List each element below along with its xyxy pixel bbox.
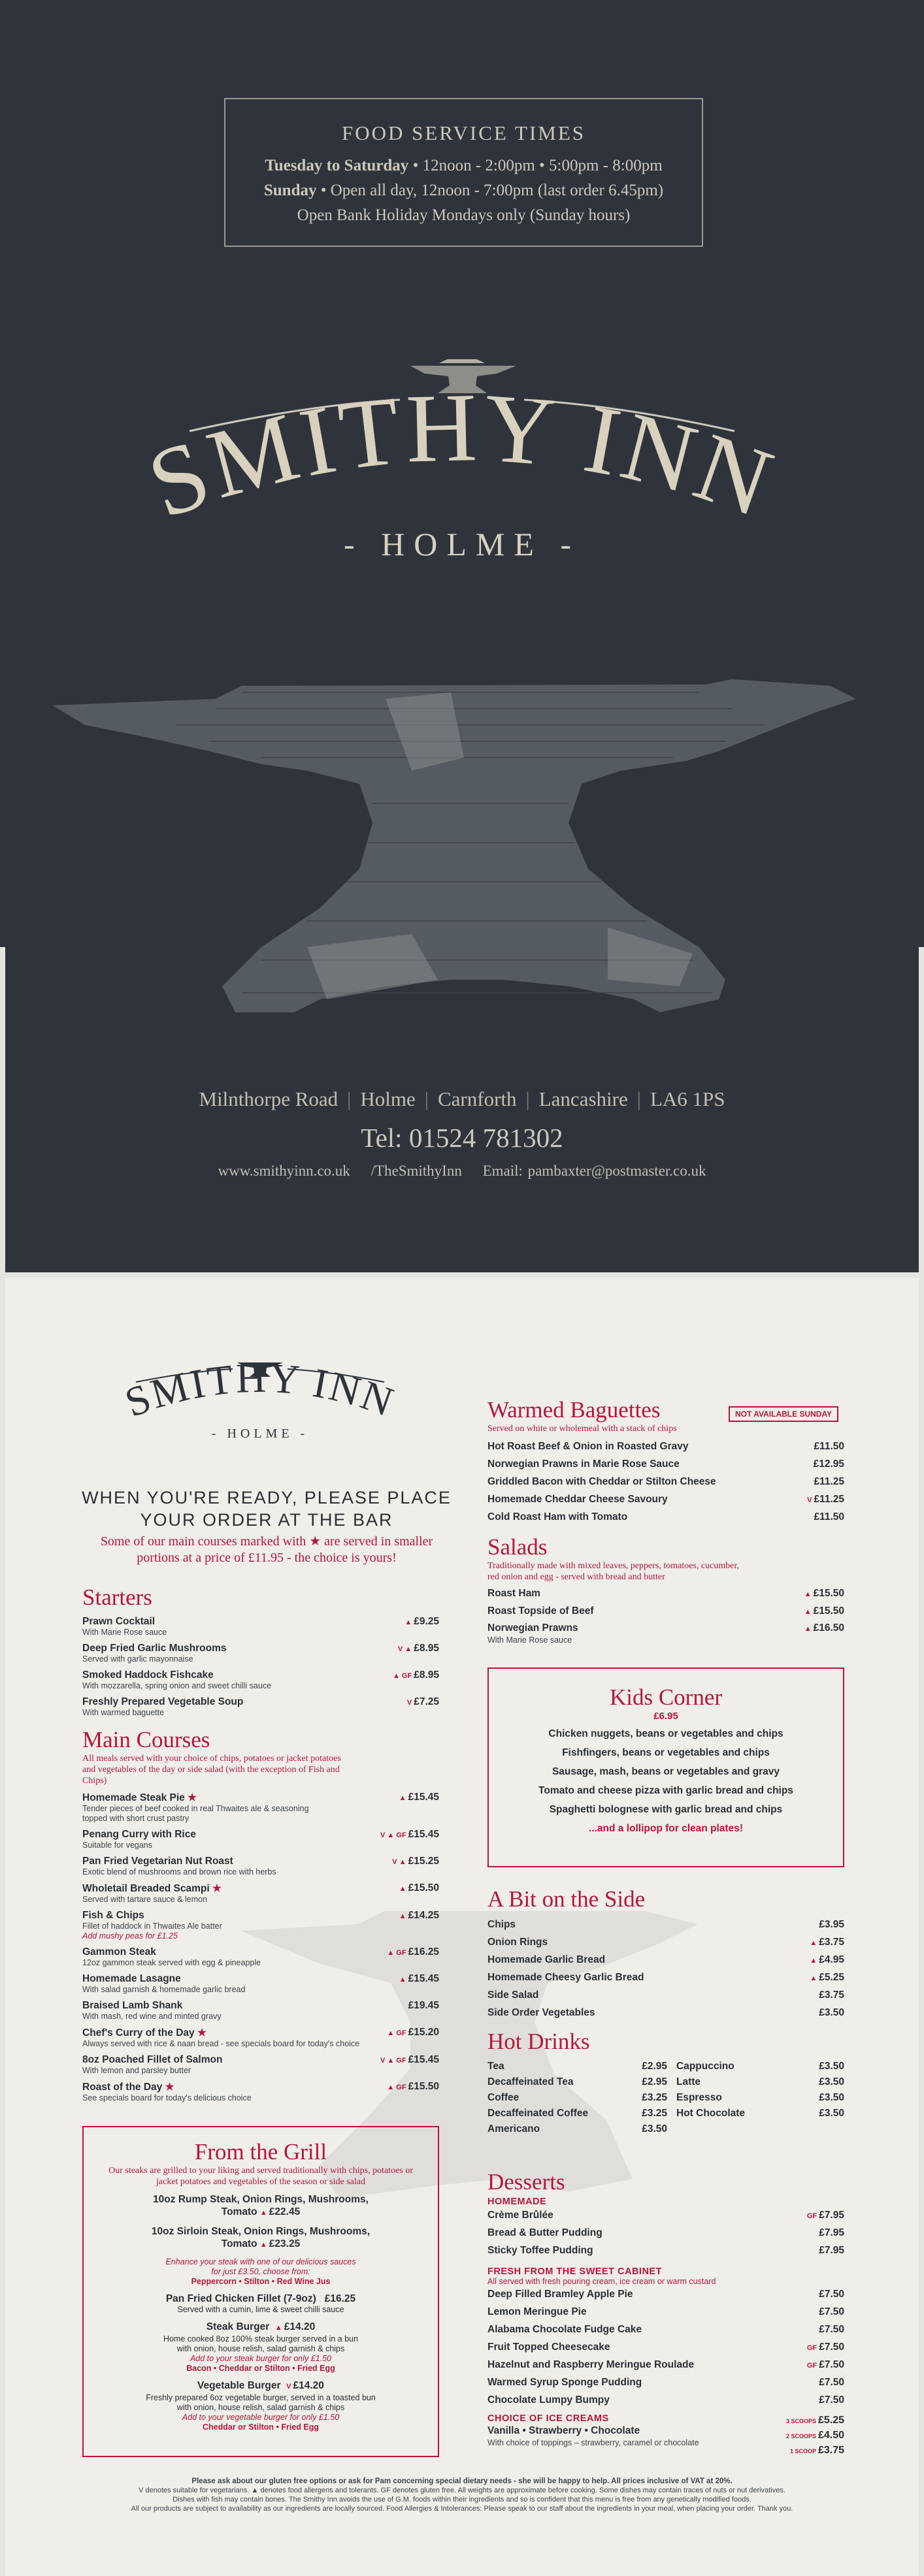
salads-list [487, 1585, 844, 1645]
drink-name: Tea [487, 2061, 504, 2072]
kids-lollipop-note: ...and a lollipop for clean plates! [589, 1823, 743, 1834]
ice-cream-heading: CHOICE OF ICE CREAMS [487, 2413, 609, 2424]
menu-item: Homemade Cheddar Cheese Savoury V £11.25 [487, 1494, 844, 1505]
cover-logo-place: - HOLME - [343, 526, 581, 562]
menu-item: Roast of the Day ★ See specials board for today's delicious choice ▲ GF £15.50 [82, 2081, 439, 2102]
menu-item: Side Salad £3.75 [487, 1989, 844, 2001]
menu-item: Roast Ham ▲ £15.50 [487, 1588, 844, 1599]
menu-item: Smoked Haddock Fishcake With mozzarella, spring onion and sweet chilli sauce ▲ GF £8.95 [82, 1669, 439, 1690]
grill-item-steak-burger: Steak Burger ▲ £14.20 Home cooked 8oz 100% steak burger served in a bun with onion, house relish, salad garnish & chips Add to your steak burger for only £1.50 Bacon • Cheddar or Stilton • Fried Egg [163, 2321, 359, 2373]
cover-page [0, 0, 924, 1272]
desserts-section [487, 2169, 844, 2456]
menu-item: Wholetail Breaded Scampi ★ Served with tartare sauce & lemon ▲ £15.50 [82, 1882, 439, 1904]
main-courses-note: All meals served with your choice of chips, potatoes or jacket potatoes and vegetables of the day or side salad (with the exception of Fish and Chips) [82, 1754, 341, 1786]
menu-item: Sticky Toffee Pudding £7.95 [487, 2245, 844, 2256]
drink-name: Latte [676, 2076, 701, 2087]
food-service-times-heading: FOOD SERVICE TIMES [341, 121, 586, 144]
drink-price: £3.50 [642, 2123, 667, 2134]
menu-item: Norwegian Prawns ▲ £16.50 [487, 1622, 844, 1634]
social-link[interactable]: /TheSmithyInn [371, 1163, 462, 1179]
menu-logo-name: SMITHY INN [119, 1354, 401, 1426]
drink-price: £2.95 [642, 2061, 667, 2072]
menu-item: Homemade Lasagne With salad garnish & homemade garlic bread ▲ £15.45 [82, 1973, 439, 1994]
baguettes-note: Served on white or wholemeal with a stack of chips [487, 1424, 677, 1434]
footer-line-4: All our products are subject to availability as our ingredients are locally sourced. Food Allergies & Intolerances: Please speak to our staff about the ingredients in your meal, when placing your order. Thank you. [131, 2505, 793, 2513]
starters-list [82, 1616, 439, 1718]
drink-price: £3.25 [642, 2092, 667, 2103]
homemade-list [487, 2207, 844, 2260]
drink-name: Americano [487, 2123, 540, 2134]
menu-item: Homemade Cheesy Garlic Bread ▲ £5.25 [487, 1972, 844, 1983]
menu-item: Hot Roast Beef & Onion in Roasted Gravy £11.50 [487, 1441, 844, 1452]
grill-item-rump: 10oz Rump Steak, Onion Rings, Mushrooms, Tomato ▲ £22.45 [153, 2194, 369, 2217]
sweet-cabinet-note: All served with fresh pouring cream, ice cream or warm custard [487, 2277, 716, 2286]
menu-item: Chef's Curry of the Day ★ Always served with rice & naan bread - see specials board for today's choice ▲ GF £15.20 [82, 2027, 439, 2048]
drink-name: Decaffeinated Coffee [487, 2108, 589, 2119]
footer-line-2: V denotes suitable for vegetarians. ▲ denotes food allergens and tolerants. GF denotes gluten free. All weights are approximate before cooking. Some dishes may contain traces of nuts or nut derivatives. [139, 2487, 785, 2494]
kids-item: Spaghetti bolognese with garlic bread and chips [549, 1804, 783, 1815]
kids-title: Kids Corner [609, 1684, 723, 1710]
kids-item: Tomato and cheese pizza with garlic bread and chips [538, 1785, 793, 1796]
menu-item: Griddled Bacon with Cheddar or Stilton Cheese £11.25 [487, 1476, 844, 1487]
menu-logo [110, 1349, 410, 1441]
starters-title: Starters [82, 1585, 152, 1610]
scoop-label: 1 SCOOP [789, 2448, 816, 2455]
drink-price: £3.50 [819, 2108, 844, 2119]
address-separator: | [525, 1087, 530, 1110]
address-separator: | [636, 1087, 641, 1110]
footer-line-1: Please ask about our gluten free options or ask for Pam concerning special dietary needs - she will be happy to help. All prices inclusive of VAT at 20%. [191, 2477, 733, 2485]
times-weekday-hours: • 12noon - 2:00pm • 5:00pm - 8:00pm [412, 157, 663, 174]
drink-price: £3.50 [819, 2092, 844, 2103]
address-town: Carnforth [437, 1087, 517, 1110]
kids-item: Sausage, mash, beans or vegetables and gravy [552, 1766, 780, 1777]
menu-item: 8oz Poached Fillet of Salmon With lemon and parsley butter V ▲ GF £15.45 [82, 2054, 439, 2075]
kids-item: Chicken nuggets, beans or vegetables and chips [548, 1728, 784, 1739]
order-at-bar-notice [77, 1487, 456, 1566]
menu-item: Chips £3.95 [487, 1919, 844, 1930]
menu-item: Alabama Chocolate Fudge Cake £7.50 [487, 2324, 844, 2335]
food-service-times-box [224, 98, 703, 247]
grill-item-sirloin: 10oz Sirloin Steak, Onion Rings, Mushrooms, Tomato ▲ £23.25 [151, 2226, 371, 2249]
from-the-grill-box [82, 2126, 439, 2457]
menu-item: Prawn Cocktail With Marie Rose sauce ▲ £9.25 [82, 1616, 439, 1637]
hot-drinks-grid [487, 2059, 844, 2137]
menu-item: Crème Brûlée GF £7.95 [487, 2210, 844, 2221]
address-village: Holme [360, 1087, 416, 1110]
drink-price: £2.95 [642, 2076, 667, 2087]
menu-item: Onion Rings ▲ £3.75 [487, 1937, 844, 1948]
menu-item: Gammon Steak 12oz gammon steak served with egg & pineapple ▲ GF £16.25 [82, 1946, 439, 1967]
scoop-label: 3 SCOOPS [785, 2418, 816, 2424]
main-courses-title: Main Courses [82, 1727, 210, 1752]
salad-item-desc: With Marie Rose sauce [487, 1635, 572, 1645]
menu-footer [44, 2477, 880, 2513]
address-street: Milnthorpe Road [199, 1087, 338, 1110]
star-icon: ★ [309, 1534, 322, 1549]
scoop-label: 2 SCOOPS [785, 2433, 816, 2439]
cover-address [0, 1087, 924, 1111]
menu-item: Penang Curry with Rice Suitable for vegans V ▲ GF £15.45 [82, 1829, 439, 1850]
address-county: Lancashire [538, 1087, 628, 1110]
menu-item: Fruit Topped Cheesecake GF £7.50 [487, 2342, 844, 2353]
grill-item-chicken: Pan Fried Chicken Fillet (7-9oz) £16.25 Served with a cumin, lime & sweet chilli sauce [165, 2293, 356, 2314]
ice-cream-block [487, 2413, 844, 2456]
hot-drinks-section [487, 2029, 844, 2137]
baguettes-list [487, 1438, 844, 1526]
website-link[interactable]: www.smithyinn.co.uk [218, 1163, 350, 1179]
menu-item: Warmed Syrup Sponge Pudding £7.50 [487, 2377, 844, 2388]
main-courses-list [82, 1792, 439, 2103]
scoop-price: £5.25 [817, 2415, 844, 2426]
scoop-price: £3.75 [817, 2445, 844, 2456]
baguettes-title: Warmed Baguettes [487, 1397, 661, 1423]
menu-item: Hazelnut and Raspberry Meringue Roulade GF £7.50 [487, 2359, 844, 2370]
drink-price: £3.50 [819, 2076, 844, 2087]
menu-item: Side Order Vegetables £3.50 [487, 2007, 844, 2018]
menu-item: Chocolate Lumpy Bumpy £7.50 [487, 2394, 844, 2406]
order-line-1: WHEN YOU'RE READY, PLEASE PLACE [82, 1488, 452, 1507]
menu-item: Deep Fried Garlic Mushrooms Served with garlic mayonnaise V ▲ £8.95 [82, 1643, 439, 1664]
cover-logo-name: SMITHY INN [135, 373, 789, 539]
ice-cream-flavours: Vanilla • Strawberry • Chocolate [487, 2425, 640, 2436]
email-link[interactable]: Email: pambaxter@postmaster.co.uk [482, 1163, 706, 1179]
drink-name: Hot Chocolate [676, 2108, 746, 2119]
times-weekday-label: Tuesday to Saturday [265, 157, 409, 174]
drink-price: £3.25 [642, 2108, 667, 2119]
menu-item: Fish & Chips Fillet of haddock in Thwaites Ale batter Add mushy peas for £1.25 ▲ £14.25 [82, 1910, 439, 1940]
menu-item: Cold Roast Ham with Tomato £11.50 [487, 1511, 844, 1522]
cover-phone[interactable]: Tel: 01524 781302 [361, 1123, 563, 1153]
sides-section [487, 1886, 844, 2022]
homemade-heading: HOMEMADE [487, 2197, 547, 2207]
scoop-price: £4.50 [817, 2430, 844, 2441]
drink-name: Cappuccino [676, 2061, 734, 2072]
salads-title: Salads [487, 1534, 548, 1560]
salads-note: Traditionally made with mixed leaves, peppers, tomatoes, cucumber, red onion and egg - served with bread and butter [487, 1561, 739, 1582]
menu-item: Bread & Butter Pudding £7.95 [487, 2227, 844, 2238]
main-courses-section [82, 1727, 439, 2103]
menu-item: Braised Lamb Shank With mash, red wine and minted gravy £19.45 [82, 2000, 439, 2021]
times-sunday-label: Sunday [263, 182, 317, 199]
menu-item: Homemade Garlic Bread ▲ £4.95 [487, 1954, 844, 1965]
menu-page [5, 1278, 919, 2576]
sweet-cabinet-list [487, 2286, 844, 2409]
drink-name: Coffee [487, 2092, 520, 2103]
menu-item: Deep Filled Bramley Apple Pie £7.50 [487, 2289, 844, 2300]
menu-item: Pan Fried Vegetarian Nut Roast Exotic blend of mushrooms and brown rice with herbs V ▲ £15.25 [82, 1856, 439, 1876]
order-line-2: YOUR ORDER AT THE BAR [140, 1510, 393, 1530]
hot-drinks-title: Hot Drinks [487, 2029, 590, 2054]
grill-title: From the Grill [194, 2139, 327, 2165]
drink-name: Decaffeinated Tea [487, 2076, 574, 2087]
times-bank-holiday: Open Bank Holiday Mondays only (Sunday hours) [297, 206, 631, 224]
kids-item: Fishfingers, beans or vegetables and chips [562, 1747, 770, 1758]
menu-logo-place: - HOLME - [211, 1426, 309, 1441]
not-available-sunday-badge: NOT AVAILABLE SUNDAY [729, 1406, 838, 1422]
sweet-cabinet-heading: FRESH FROM THE SWEET CABINET [487, 2266, 662, 2277]
ice-cream-prices [786, 2413, 844, 2458]
salads-section [487, 1534, 844, 1645]
sides-list [487, 1916, 844, 2022]
footer-line-3: Dishes with fish may contain bones. The Smithy Inn avoids the use of G.M. foods within their ingredients and so is confident that this menu is free from any genetically modified foods. [173, 2496, 751, 2504]
cover-contact-line [0, 1163, 924, 1180]
menu-item: Norwegian Prawns in Marie Rose Sauce £12.95 [487, 1458, 844, 1470]
address-postcode: LA6 1PS [650, 1087, 725, 1110]
cover-logo [0, 359, 924, 581]
anvil-illustration [46, 673, 878, 1038]
times-sunday-hours: • Open all day, 12noon - 7:00pm (last order 6.45pm) [320, 182, 664, 199]
grill-note: Our steaks are grilled to your liking and served traditionally with chips, potatoes or jacket potatoes and vegetables of the season or side salad [108, 2166, 413, 2187]
drink-price [798, 2121, 844, 2137]
address-separator: | [424, 1087, 429, 1110]
kids-corner-box [487, 1667, 844, 1867]
sides-title: A Bit on the Side [487, 1886, 646, 1912]
drink-price: £3.50 [819, 2061, 844, 2072]
drink-name: Espresso [676, 2092, 722, 2103]
menu-item: Roast Topside of Beef ▲ £15.50 [487, 1605, 844, 1617]
menu-item: Homemade Steak Pie ★ Tender pieces of beef cooked in real Thwaites ale & seasoning topped with short crust pastry ▲ £15.45 [82, 1792, 439, 1823]
drink-name [667, 2121, 798, 2137]
order-smaller-portions-note: Some of our main courses marked with ★ are served in smaller portions at a price of £11.95 - the choice is yours! [100, 1534, 433, 1565]
desserts-title: Desserts [487, 2169, 565, 2195]
kids-price: £6.95 [653, 1711, 678, 1722]
ice-cream-toppings: With choice of toppings – strawberry, caramel or chocolate [487, 2438, 699, 2447]
grill-item-vegetable-burger: Vegetable Burger V £14.20 Freshly prepared 6oz vegetable burger, served in a toasted bun with onion, house relish, salad garnish & chips Add to your vegetable burger for only £1.50 Cheddar or Stilton • Fried Egg [146, 2380, 376, 2432]
menu-item: Freshly Prepared Vegetable Soup With warmed baguette V £7.25 [82, 1696, 439, 1717]
menu-item: Lemon Meringue Pie £7.50 [487, 2306, 844, 2317]
address-separator: | [347, 1087, 352, 1110]
starters-section [82, 1585, 439, 1718]
grill-sauce-offer: Enhance your steak with one of our delicious sauces for just £3.50, choose from: Peppercorn • Stilton • Red Wine Jus [165, 2257, 356, 2286]
